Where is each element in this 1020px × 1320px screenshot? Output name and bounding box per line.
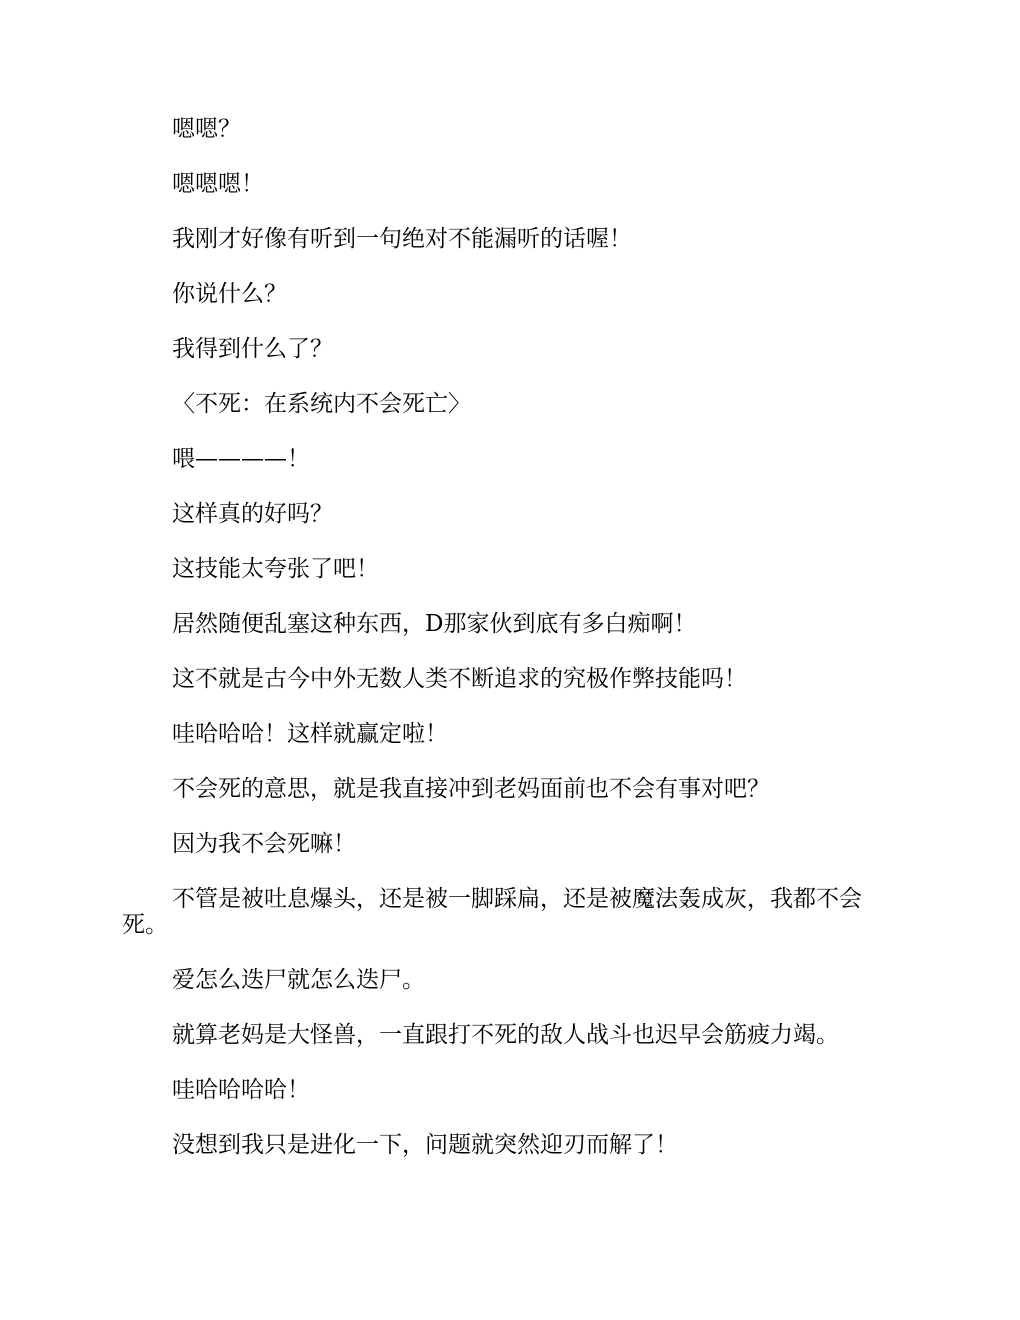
paragraph: 不会死的意思，就是我直接冲到老妈面前也不会有事对吧？: [172, 776, 770, 802]
paragraph: 爱怎么迭尸就怎么迭尸。: [172, 967, 425, 993]
paragraph: 因为我不会死嘛！: [172, 831, 356, 857]
paragraph: 没想到我只是进化一下，问题就突然迎刃而解了！: [172, 1132, 678, 1158]
paragraph: 〈不死：在系统内不会死亡〉: [172, 391, 471, 417]
paragraph: 我刚才好像有听到一句绝对不能漏听的话喔！: [172, 226, 632, 252]
paragraph: 嗯嗯？: [172, 116, 241, 142]
paragraph: 喂————！: [172, 446, 310, 472]
paragraph: 哇哈哈哈哈！: [172, 1077, 310, 1103]
paragraph: 就算老妈是大怪兽，一直跟打不死的敌人战斗也迟早会筋疲力竭。: [172, 1022, 839, 1048]
paragraph: 这样真的好吗？: [172, 501, 333, 527]
paragraph: 这不就是古今中外无数人类不断追求的究极作弊技能吗！: [172, 666, 747, 692]
paragraph: 居然随便乱塞这种东西，D那家伙到底有多白痴啊！: [172, 611, 697, 637]
paragraph: 这技能太夸张了吧！: [172, 556, 379, 582]
paragraph: 哇哈哈哈！这样就赢定啦！: [172, 721, 448, 747]
paragraph: 你说什么？: [172, 281, 287, 307]
paragraph: 我得到什么了？: [172, 336, 333, 362]
paragraph: 嗯嗯嗯！: [172, 171, 264, 197]
paragraph: 不管是被吐息爆头，还是被一脚踩扁，还是被魔法轰成灰，我都不会死。: [122, 886, 862, 938]
document-body: [122, 116, 900, 1187]
